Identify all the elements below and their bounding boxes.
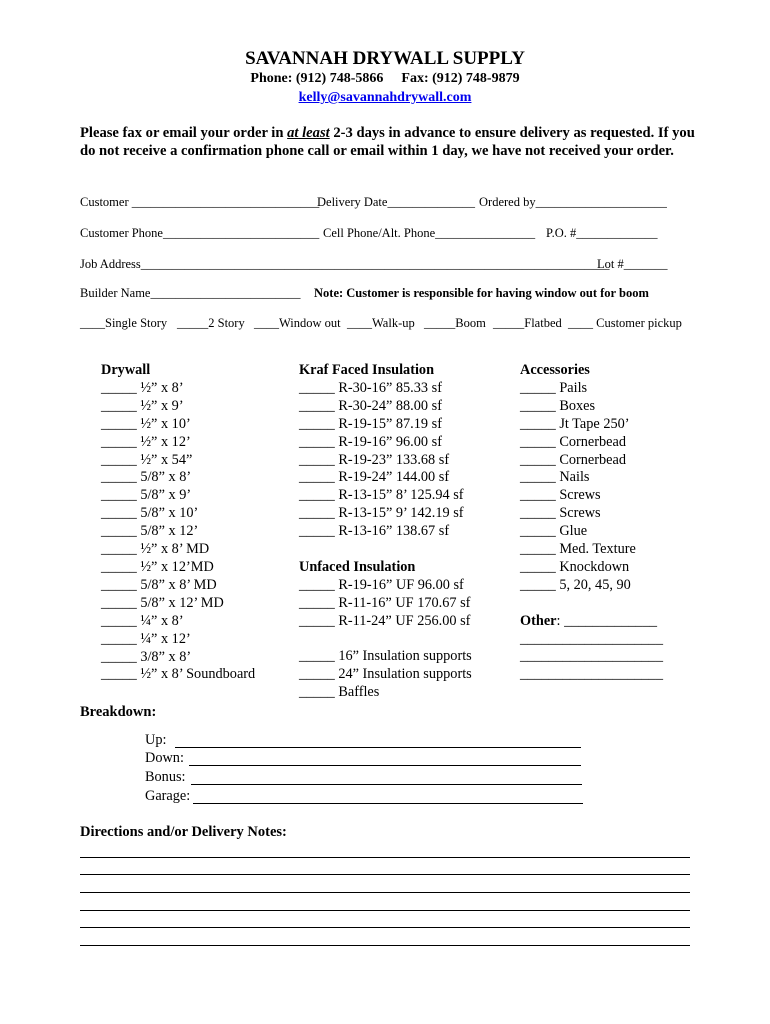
- kraf-item[interactable]: _____ R-19-15” 87.19 sf: [299, 415, 442, 432]
- unfaced-item[interactable]: _____ R-19-16” UF 96.00 sf: [299, 576, 464, 593]
- phone-number: Phone: (912) 748-5866: [250, 71, 384, 86]
- breakdown-up-line[interactable]: [175, 747, 581, 748]
- unfaced-heading: Unfaced Insulation: [299, 558, 416, 575]
- email-line: [0, 90, 770, 106]
- drywall-item[interactable]: _____ ½” x 8’: [101, 379, 184, 396]
- drywall-item[interactable]: _____ 5/8” x 12’: [101, 523, 199, 540]
- breakdown-garage-label: Garage:: [145, 788, 191, 804]
- accessory-item[interactable]: _____ Med. Texture: [520, 541, 636, 558]
- accessory-item[interactable]: _____ Cornerbead: [520, 451, 627, 468]
- breakdown-heading: Breakdown:: [80, 704, 157, 720]
- fax-number: Fax: (912) 748-9879: [401, 71, 520, 86]
- accessories-heading: Accessories: [520, 362, 590, 378]
- job-address-field[interactable]: Job Address___________________________________________________________________________: [80, 257, 610, 271]
- lot-field[interactable]: Lot #_______: [597, 257, 668, 271]
- option-window-out[interactable]: ____Window out: [254, 316, 341, 330]
- drywall-item[interactable]: _____ 3/8” x 8’: [101, 648, 192, 665]
- builder-name-field[interactable]: Builder Name________________________: [80, 286, 301, 300]
- drywall-item[interactable]: _____ ½” x 12’: [101, 433, 191, 450]
- customer-field[interactable]: Customer ______________________________: [80, 195, 320, 209]
- breakdown-bonus-line[interactable]: [191, 784, 582, 785]
- drywall-item[interactable]: _____ ¼” x 12’: [101, 630, 191, 647]
- po-field[interactable]: P.O. #_____________: [546, 226, 658, 240]
- drywall-item[interactable]: _____ ½” x 8’ Soundboard: [101, 666, 256, 683]
- kraf-item[interactable]: _____ R-30-16” 85.33 sf: [299, 379, 442, 396]
- accessory-item[interactable]: _____ Boxes: [520, 397, 596, 414]
- drywall-item[interactable]: _____ ½” x 9’: [101, 397, 184, 414]
- drywall-item[interactable]: _____ ½” x 10’: [101, 415, 191, 432]
- intro-emphasis: at least: [287, 125, 330, 141]
- support-item[interactable]: _____ 16” Insulation supports: [299, 648, 472, 665]
- drywall-item[interactable]: _____ 5/8” x 8’: [101, 469, 192, 486]
- breakdown-garage-line[interactable]: [193, 803, 583, 804]
- option-single-story[interactable]: ____Single Story: [80, 316, 168, 330]
- other-blank-line[interactable]: ____________________: [520, 648, 663, 665]
- accessory-item[interactable]: _____ Cornerbead: [520, 433, 627, 450]
- drywall-item[interactable]: _____ ¼” x 8’: [101, 612, 184, 629]
- accessory-item[interactable]: _____ Knockdown: [520, 558, 630, 575]
- kraf-item[interactable]: _____ R-13-15” 8’ 125.94 sf: [299, 487, 464, 504]
- drywall-column: [101, 362, 255, 684]
- drywall-item[interactable]: _____ 5/8” x 8’ MD: [101, 576, 217, 593]
- cell-phone-field[interactable]: Cell Phone/Alt. Phone________________: [323, 226, 536, 240]
- delivery-date-field[interactable]: Delivery Date______________: [317, 195, 475, 209]
- directions-line[interactable]: [80, 927, 690, 928]
- accessories-column: [520, 362, 663, 684]
- drywall-item[interactable]: _____ 5/8” x 10’: [101, 505, 199, 522]
- kraf-item[interactable]: _____ R-13-15” 9’ 142.19 sf: [299, 505, 464, 522]
- intro-text-start: Please fax or email your order in: [80, 125, 288, 141]
- other-blank-line[interactable]: ____________________: [520, 630, 663, 647]
- breakdown-bonus-label: Bonus:: [145, 769, 186, 785]
- contact-line: [0, 71, 770, 87]
- kraf-item[interactable]: _____ R-19-23” 133.68 sf: [299, 451, 450, 468]
- accessory-item[interactable]: _____ Screws: [520, 487, 601, 504]
- other-blank[interactable]: : _____________: [556, 612, 658, 629]
- kraf-heading: Kraf Faced Insulation: [299, 362, 435, 378]
- drywall-item[interactable]: _____ 5/8” x 9’: [101, 487, 192, 504]
- option-boom[interactable]: _____Boom: [424, 316, 486, 330]
- email-link[interactable]: kelly@savannahdrywall.com: [298, 90, 472, 105]
- directions-heading: Directions and/or Delivery Notes:: [80, 824, 287, 840]
- breakdown-up-label: Up:: [145, 732, 167, 748]
- accessory-item[interactable]: _____ Pails: [520, 379, 588, 396]
- drywall-item[interactable]: _____ ½” x 12’MD: [101, 558, 214, 575]
- accessory-item[interactable]: _____ Glue: [520, 523, 588, 540]
- other-field[interactable]: [520, 613, 663, 631]
- breakdown-down-line[interactable]: [189, 765, 581, 766]
- boom-note: Note: Customer is responsible for having window out for boom: [314, 286, 649, 300]
- kraf-item[interactable]: _____ R-30-24” 88.00 sf: [299, 397, 442, 414]
- accessory-item[interactable]: _____ Nails: [520, 469, 590, 486]
- accessory-item[interactable]: _____ Jt Tape 250’: [520, 415, 630, 432]
- unfaced-item[interactable]: _____ R-11-24” UF 256.00 sf: [299, 612, 471, 629]
- directions-line[interactable]: [80, 874, 690, 875]
- accessory-item[interactable]: _____ 5, 20, 45, 90: [520, 576, 631, 593]
- intro-text-end: 2-3 days in advance to ensure delivery as requested. If you do not receive a confirmation phone call or email within 1 day, we have not received your order.: [80, 125, 695, 159]
- customer-phone-field[interactable]: Customer Phone_________________________: [80, 226, 320, 240]
- other-label: Other: [520, 612, 557, 629]
- kraf-item[interactable]: _____ R-13-16” 138.67 sf: [299, 523, 450, 540]
- directions-line[interactable]: [80, 892, 690, 893]
- directions-line[interactable]: [80, 945, 690, 946]
- kraf-item[interactable]: _____ R-19-24” 144.00 sf: [299, 469, 450, 486]
- option-flatbed[interactable]: _____Flatbed: [493, 316, 562, 330]
- directions-line[interactable]: [80, 857, 690, 858]
- drywall-heading: Drywall: [101, 362, 151, 378]
- kraf-item[interactable]: _____ R-19-16” 96.00 sf: [299, 433, 442, 450]
- support-item[interactable]: _____ 24” Insulation supports: [299, 666, 472, 683]
- option-walk-up[interactable]: ____Walk-up: [347, 316, 415, 330]
- breakdown-down-label: Down:: [145, 750, 184, 766]
- intro-paragraph: [80, 124, 700, 160]
- accessory-item[interactable]: _____ Screws: [520, 505, 601, 522]
- unfaced-item[interactable]: _____ R-11-16” UF 170.67 sf: [299, 594, 471, 611]
- company-title: SAVANNAH DRYWALL SUPPLY: [245, 48, 525, 69]
- option-customer-pickup[interactable]: ____ Customer pickup: [568, 316, 682, 330]
- drywall-item[interactable]: _____ ½” x 8’ MD: [101, 541, 210, 558]
- other-blank-line[interactable]: ____________________: [520, 666, 663, 683]
- directions-line[interactable]: [80, 910, 690, 911]
- option-two-story[interactable]: _____2 Story: [177, 316, 245, 330]
- support-item[interactable]: _____ Baffles: [299, 684, 380, 701]
- drywall-item[interactable]: _____ ½” x 54”: [101, 451, 193, 468]
- insulation-column: [299, 362, 472, 702]
- drywall-item[interactable]: _____ 5/8” x 12’ MD: [101, 594, 224, 611]
- ordered-by-field[interactable]: Ordered by_____________________: [479, 195, 667, 209]
